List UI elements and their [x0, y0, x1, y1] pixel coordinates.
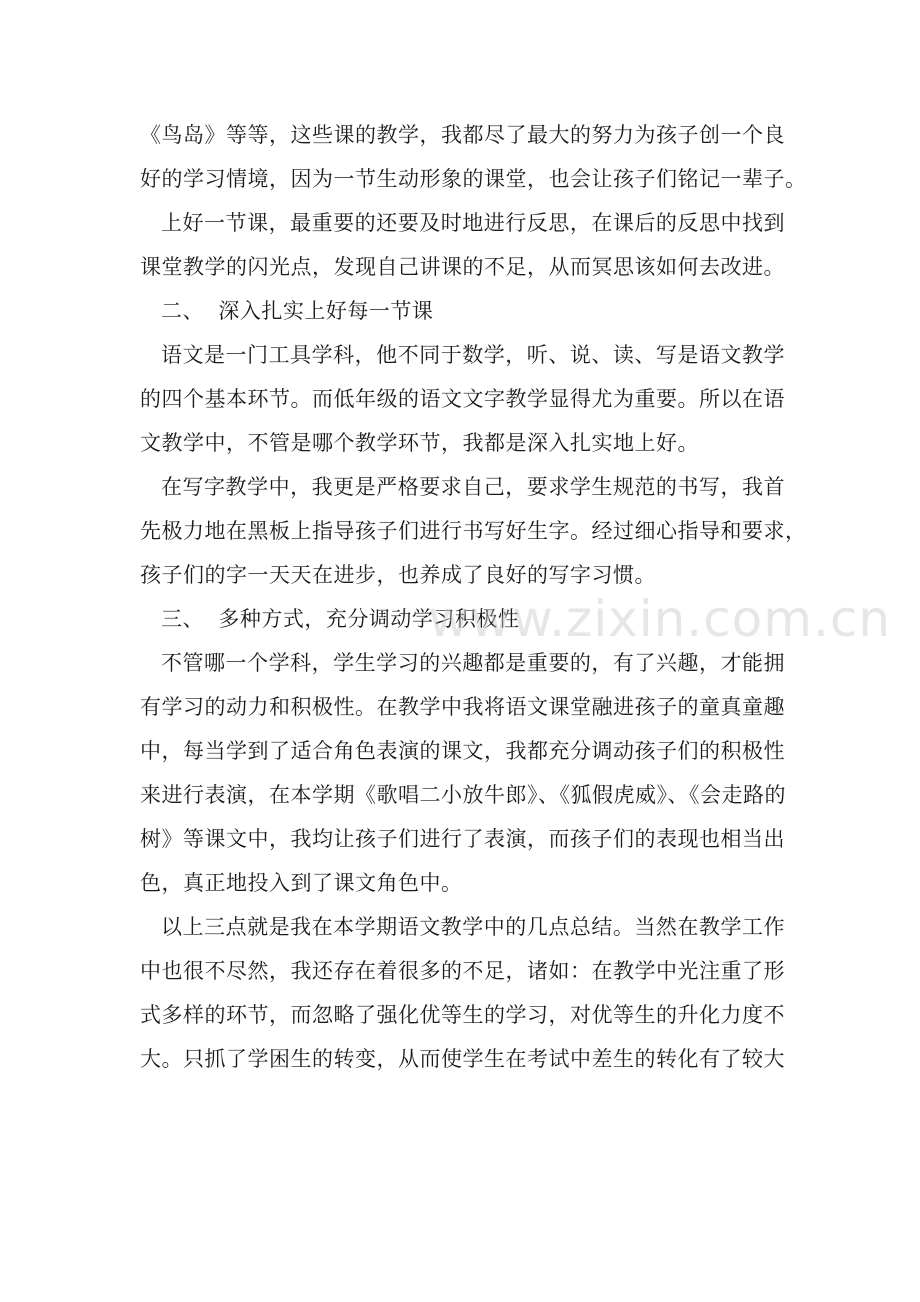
paragraph-start-line: 以上三点就是我在本学期语文教学中的几点总结。当然在教学工作 [161, 915, 785, 939]
text-line-7: 的四个基本环节。而低年级的语文文字教学显得尤为重要。所以在语 [140, 387, 785, 411]
text-line-15: 中，每当学到了适合角色表演的课文，我都充分调动孩子们的积极性 [140, 739, 785, 763]
text-line-17: 树》等课文中，我均让孩子们进行了表演，而孩子们的表现也相当出 [140, 827, 785, 851]
text-line-14: 有学习的动力和积极性。在教学中我将语文课堂融进孩子的童真童趣 [140, 695, 785, 719]
paragraph-start-line: 不管哪一个学科，学生学习的兴趣都是重要的，有了兴趣，才能拥 [161, 651, 785, 675]
paragraph-start-line: 语文是一门工具学科，他不同于数学，听、说、读、写是语文教学 [161, 343, 785, 367]
section-heading-2: 二、 深入扎实上好每一节课 [161, 299, 434, 323]
paragraph-start-line: 上好一节课，最重要的还要及时地进行反思，在课后的反思中找到 [161, 211, 785, 235]
text-line-16: 来进行表演，在本学期《歌唱二小放牛郎》、《狐假虎威》、《会走路的 [140, 783, 786, 807]
text-line-11: 孩子们的字一天天在进步，也养成了良好的写字习惯。 [140, 563, 656, 587]
watermark: www.zixin.com.cn [428, 590, 892, 648]
text-line-1: 《鸟岛》等等，这些课的教学，我都尽了最大的努力为孩子创一个良 [140, 123, 785, 147]
document-body [140, 113, 892, 1081]
text-line-4: 课堂教学的闪光点，发现自己讲课的不足，从而冥思该如何去改进。 [140, 255, 785, 279]
paragraph-start-line: 在写字教学中，我更是严格要求自己，要求学生规范的书写，我首 [161, 475, 785, 499]
section-heading-3: 三、 多种方式，充分调动学习积极性 [161, 607, 520, 631]
text-line-20: 中也很不尽然，我还存在着很多的不足，诸如：在教学中光注重了形 [140, 959, 785, 983]
text-line-21: 式多样的环节，而忽略了强化优等生的学习，对优等生的升化力度不 [140, 1003, 785, 1027]
text-line-8: 文教学中，不管是哪个教学环节，我都是深入扎实地上好。 [140, 431, 699, 455]
text-line-10: 先极力地在黑板上指导孩子们进行书写好生字。经过细心指导和要求， [140, 519, 807, 543]
text-line-22: 大。只抓了学困生的转变，从而使学生在考试中差生的转化有了较大 [140, 1047, 785, 1071]
text-line-18: 色，真正地投入到了课文角色中。 [140, 871, 463, 895]
text-line-2: 好的学习情境，因为一节生动形象的课堂，也会让孩子们铭记一辈子。 [140, 167, 807, 191]
